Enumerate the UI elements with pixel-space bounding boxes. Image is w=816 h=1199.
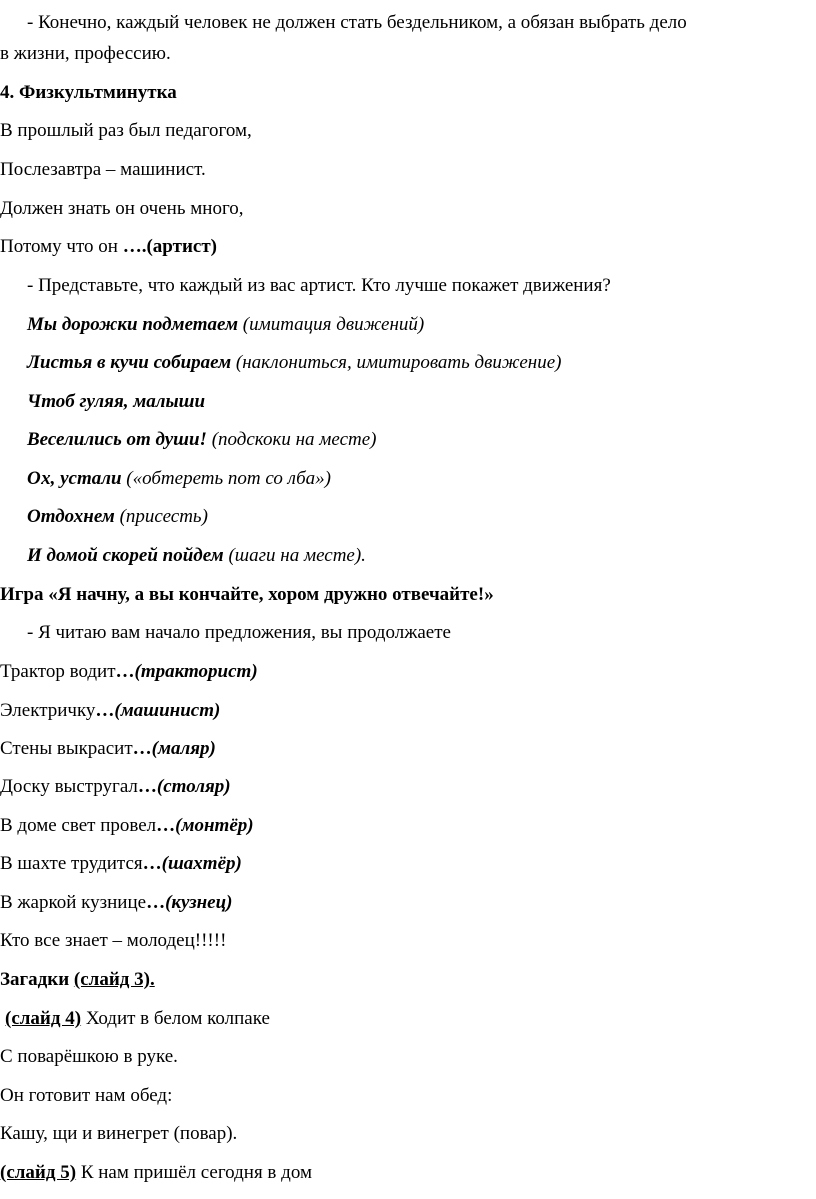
exercise-line [27,352,561,374]
text: В шахте трудится [0,853,143,874]
text: Потому что он [0,236,123,257]
ellipsis: … [132,738,152,759]
paragraph-line: в жизни, профессию. [0,43,171,64]
answer: (маляр) [151,738,216,759]
instruction: (шаги на месте). [223,545,366,566]
paragraph-line [27,275,611,297]
instruction: (присесть) [114,506,208,527]
text: Стены выкрасит [0,738,133,759]
answer: (монтёр) [175,815,254,836]
game-line: Кто все знает – молодец!!!!! [0,930,227,951]
text: В доме свет провел [0,815,157,836]
slide-ref: (слайд 5) [0,1162,77,1183]
dash: - [27,275,39,296]
paragraph-line [27,12,687,34]
ellipsis: … [156,815,176,836]
game-line [0,700,220,722]
riddle-line: С поварёшкою в руке. [0,1046,178,1067]
section-heading [0,969,155,991]
ellipsis: … [115,661,135,682]
answer: (машинист) [114,700,221,721]
text: Ходит в белом колпаке [81,1008,270,1029]
game-line [0,776,231,798]
slide-ref: (слайд 4) [5,1008,82,1029]
verse: Отдохнем [27,506,115,527]
section-heading: 4. Физкультминутка [0,82,177,103]
game-line [0,815,254,837]
answer: ….(артист) [122,236,217,257]
instruction: («обтереть пот со лба») [121,468,331,489]
instruction: (подскоки на месте) [206,429,377,450]
section-heading: Игра «Я начну, а вы кончайте, хором дружно отвечайте!» [0,584,494,605]
exercise-line [27,468,331,490]
paragraph-line: - Я читаю вам начало предложения, вы продолжаете [27,622,451,643]
text: Представьте, что каждый из вас артист. Кто лучше покажет движения? [38,275,611,296]
riddle-line [0,1162,312,1184]
exercise-line [27,429,377,451]
instruction: (наклониться, имитировать движение) [231,352,562,373]
verse: Мы дорожки подметаем [27,314,239,335]
verse: Веселились от души! [27,429,207,450]
verse-line: Послезавтра – машинист. [0,159,206,180]
verse-line: Должен знать он очень много, [0,198,244,219]
text: Электричку [0,700,96,721]
exercise-line [27,314,424,336]
slide-ref: (слайд 3). [73,969,155,990]
dash: - [27,12,39,33]
game-line [0,738,216,760]
answer: (столяр) [156,776,231,797]
riddle-line: Он готовит нам обед: [0,1085,173,1106]
verse: Листья в кучи собираем [27,352,232,373]
exercise-line: Чтоб гуляя, малыши [27,391,206,412]
riddle-line [5,1008,270,1030]
ellipsis: … [95,700,115,721]
heading-text: Загадки [0,969,74,990]
ellipsis: … [137,776,157,797]
answer: (кузнец) [165,892,233,913]
verse-line: В прошлый раз был педагогом, [0,120,252,141]
text: К нам пришёл сегодня в дом [76,1162,312,1183]
riddle-line: Кашу, щи и винегрет (повар). [0,1123,238,1144]
verse: Ох, устали [27,468,122,489]
ellipsis: … [146,892,166,913]
answer: (тракторист) [134,661,258,682]
answer: (шахтёр) [161,853,242,874]
game-line [0,892,233,914]
text: Доску выстругал [0,776,138,797]
exercise-line [27,545,366,567]
game-line [0,853,242,875]
text: Конечно, каждый человек не должен стать бездельником, а обязан выбрать дело [38,12,687,33]
ellipsis: … [142,853,162,874]
verse: И домой скорей пойдем [27,545,224,566]
text: В жаркой кузнице [0,892,147,913]
verse-line [0,236,217,258]
exercise-line [27,506,208,528]
instruction: (имитация движений) [238,314,425,335]
text: Трактор водит [0,661,116,682]
game-line [0,661,258,683]
